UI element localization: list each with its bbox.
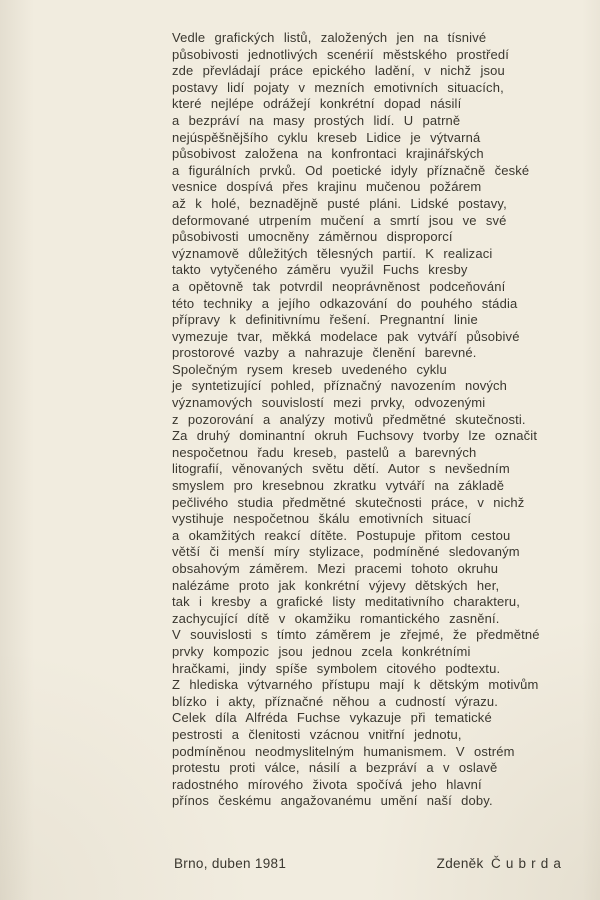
text-line: nalézáme proto jak konkrétní výjevy dětských her,	[172, 577, 500, 593]
text-line: V souvislosti s tímto záměrem je zřejmé, že předmětné	[172, 627, 540, 643]
text-line: které nejlépe odrážejí konkrétní dopad násilí	[172, 96, 462, 112]
text-line: větší či menší míry stylizace, podmíněné sledovaným	[172, 544, 520, 560]
place-date: Brno, duben 1981	[174, 856, 287, 871]
text-line: této techniky a jejího odkazování do pouhého stádia	[172, 295, 518, 311]
text-line: tak i kresby a grafické listy meditativního charakteru,	[172, 594, 521, 610]
text-line: působivosti jednotlivých scenérií městského prostředí	[172, 46, 510, 62]
text-line: pečlivého studia předmětné skutečnosti práce, v nichž	[172, 494, 525, 510]
text-line: litografií, věnovaných světu dětí. Autor s nevšedním	[172, 461, 510, 477]
text-line: přínos českému angažovanému umění naší doby.	[172, 793, 493, 809]
text-line: vesnice dospívá přes krajinu mučenou požárem	[172, 179, 482, 195]
footer	[174, 856, 566, 871]
text-line: působivosti umocněny záměrnou disproporcí	[172, 229, 453, 245]
text-line: Z hlediska výtvarného přístupu mají k dětským motivům	[172, 677, 539, 693]
text-line: podmíněnou neodmyslitelným humanismem. V ostrém	[172, 743, 515, 759]
author-name	[437, 856, 566, 871]
text-line: prvky kompozic jsou jednou zcela konkrétními	[172, 643, 471, 659]
text-line: smyslem pro kresebnou zkratku vytváří na základě	[172, 478, 505, 494]
text-line: vystihuje nespočetnou škálu emotivních situací	[172, 511, 472, 527]
text-line: z pozorování a analýzy motivů předmětné skutečnosti.	[172, 411, 526, 427]
text-line: působivost založena na konfrontaci krajinářských	[172, 146, 484, 162]
text-line: přípravy k definitivnímu řešení. Pregnantní linie	[172, 312, 478, 328]
text-line: až k holé, beznadějně pusté pláni. Lidské postavy,	[172, 195, 507, 211]
text-line: významově důležitých tělesných partií. K realizaci	[172, 245, 493, 261]
author-first-name: Zdeněk	[436, 856, 484, 871]
text-line: radostného mírového života spočívá jeho hlavní	[172, 776, 482, 792]
text-line: nejúspěšnějšího cyklu kreseb Lidice je výtvarná	[172, 129, 481, 145]
body-text	[172, 30, 586, 810]
text-line: prostorové vazby a nahrazuje členění barevné.	[172, 345, 477, 361]
text-line: a opětovně tak potvrdil neoprávněnost podceňování	[172, 278, 506, 294]
text-line: blízko i akty, příznačné něhou a cudností výrazu.	[172, 693, 498, 709]
text-line: deformované utrpením mučení a smrtí jsou ve své	[172, 212, 507, 228]
text-line: pestrosti a členitosti vzácnou vnitřní jednotu,	[172, 726, 462, 742]
text-line: protestu proti válce, násilí a bezpráví a v oslavě	[172, 760, 498, 776]
text-line: a bezpráví na masy prostých lidí. U patrně	[172, 112, 461, 128]
text-line: zde převládají práce epického ladění, v nichž jsou	[172, 63, 505, 79]
author-last-name: Čubrda	[490, 856, 566, 871]
text-line: Společným rysem kreseb uvedeného cyklu	[172, 361, 447, 377]
text-line: takto vytyčeného záměru využil Fuchs kresby	[172, 262, 468, 278]
text-line: hračkami, jindy spíše symbolem citového podtextu.	[172, 660, 501, 676]
text-line: Vedle grafických listů, založených jen na tísnivé	[172, 30, 487, 45]
text-line: je syntetizující pohled, příznačný navozením nových	[172, 378, 508, 394]
text-line: postavy lidí pojaty v mezních emotivních situacích,	[172, 79, 504, 95]
text-line: zachycující dítě v okamžiku romantického zasnění.	[172, 610, 500, 626]
text-line: nespočetnou řadu kreseb, pastelů a barevných	[172, 444, 477, 460]
text-line: významových souvislostí mezi prvky, odvozenými	[172, 395, 486, 411]
text-line: Celek díla Alfréda Fuchse vykazuje při tematické	[172, 710, 492, 726]
text-line: obsahovým záměrem. Mezi pracemi tohoto okruhu	[172, 561, 499, 576]
text-line: a figurálních prvků. Od poetické idyly příznačně české	[172, 162, 530, 178]
text-line: a okamžitých reakcí dítěte. Postupuje přitom cestou	[172, 527, 511, 543]
text-line: vymezuje tvar, měkká modelace pak vytváří působivé	[172, 328, 520, 344]
text-line: Za druhý dominantní okruh Fuchsovy tvorby lze označit	[172, 428, 538, 444]
